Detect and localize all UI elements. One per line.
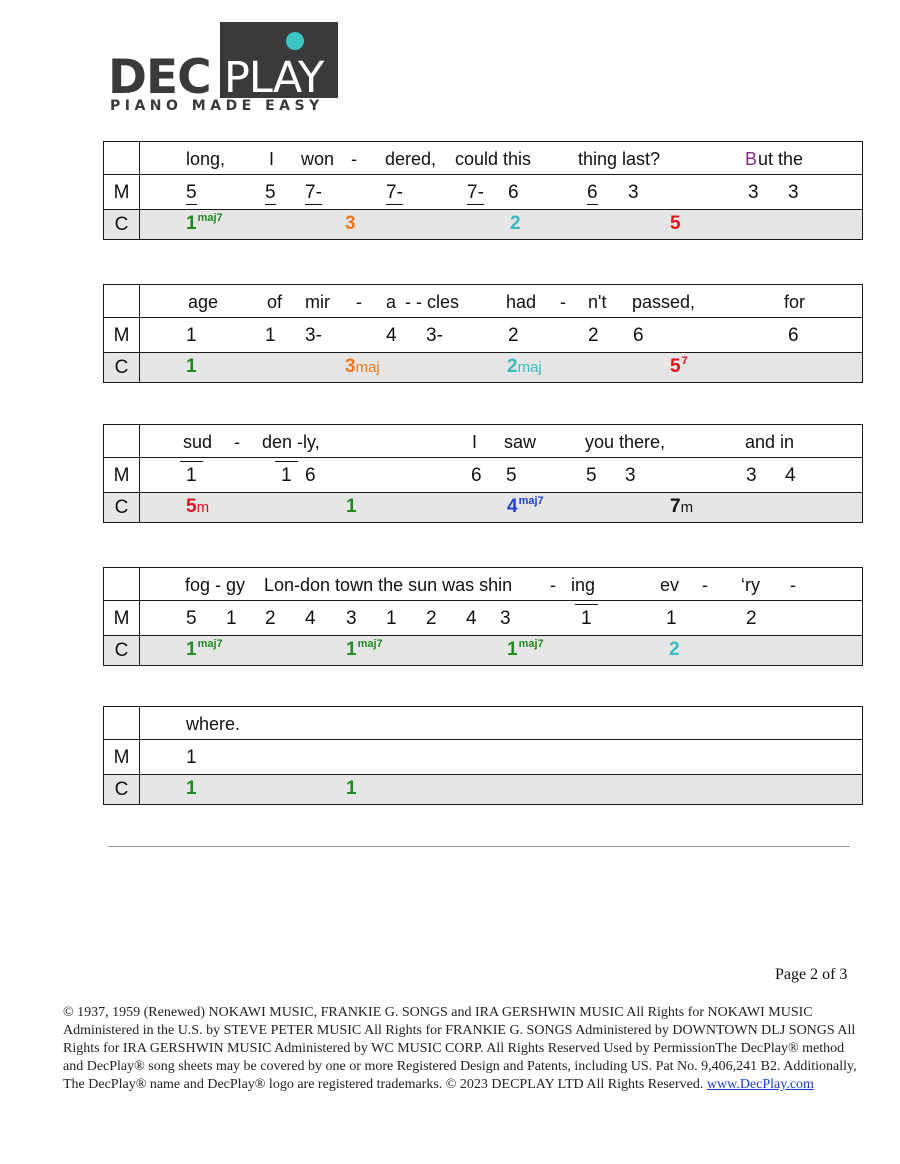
melody-note: 4	[305, 608, 316, 629]
chord: 3maj	[345, 356, 380, 377]
melody-note: 1	[666, 608, 677, 629]
melody-note: 3	[625, 465, 636, 486]
row-header-empty	[104, 568, 140, 600]
chord-row	[104, 210, 862, 239]
lyric: -	[560, 292, 566, 312]
lyric: ‘ry	[741, 575, 760, 595]
row-header-melody: M	[104, 740, 140, 774]
melody-note: 4	[466, 608, 477, 629]
lyric: thing last?	[578, 149, 661, 169]
melody-note: 5	[186, 182, 197, 203]
lyric: you there,	[585, 432, 666, 452]
lyric-accent: B	[745, 149, 758, 169]
score-block-2	[103, 284, 863, 383]
lyric: den -ly,	[262, 432, 320, 452]
lyric: fog - gy	[185, 575, 246, 595]
melody-note: 3	[746, 465, 757, 486]
chord: 1	[186, 356, 197, 377]
chord-row	[104, 493, 862, 522]
melody-row	[104, 740, 862, 775]
lyric: -	[234, 432, 240, 452]
score-block-4	[103, 567, 863, 666]
lyric: -	[702, 575, 708, 595]
lyric: n't	[588, 292, 607, 312]
row-header-chords: C	[104, 636, 140, 665]
logo-tagline: PIANO MADE EASY	[110, 98, 324, 114]
lyric: a	[386, 292, 397, 312]
row-header-empty	[104, 285, 140, 317]
chord: 1	[346, 778, 357, 799]
row-header-empty	[104, 425, 140, 457]
decplay-logo	[108, 22, 340, 114]
melody-note: 3	[628, 182, 639, 203]
chord-row	[104, 775, 862, 804]
melody-note: 1	[186, 747, 197, 768]
melody-note-high: 1	[281, 465, 292, 486]
chord-row	[104, 353, 862, 382]
website-link[interactable]: www.DecPlay.com	[706, 1077, 814, 1092]
lyric: for	[784, 292, 806, 312]
lyric: -	[351, 149, 357, 169]
row-header-melody: M	[104, 601, 140, 635]
row-header-melody: M	[104, 318, 140, 352]
row-header-melody: M	[104, 458, 140, 492]
melody-note: 6	[788, 325, 799, 346]
melody-note-high: 1	[186, 465, 197, 486]
logo-dec-text: DEC	[108, 50, 211, 105]
chord: $1^{maj7}$	[186, 212, 223, 234]
lyric: -	[550, 575, 556, 595]
chord: 5	[670, 213, 681, 234]
melody-note: 2	[426, 608, 437, 629]
lyric: long,	[186, 149, 226, 169]
melody-row	[104, 458, 862, 493]
lyric: had	[506, 292, 537, 312]
melody-note: 3-	[305, 325, 322, 346]
chord: 1	[186, 778, 197, 799]
melody-note: 3	[500, 608, 511, 629]
melody-note: 3	[346, 608, 357, 629]
lyric: - - cles	[405, 292, 459, 312]
melody-note: 1	[265, 325, 276, 346]
melody-row	[104, 601, 862, 636]
lyric: -	[790, 575, 796, 595]
lyric: I	[269, 149, 275, 169]
lyric: sud	[183, 432, 213, 452]
row-header-chords: C	[104, 210, 140, 239]
row-header-melody: M	[104, 175, 140, 209]
chord: 5m	[186, 496, 210, 517]
melody-note: 1	[386, 608, 397, 629]
melody-note: 7-	[467, 182, 484, 203]
lyric: and in	[745, 432, 795, 452]
melody-note: 4	[386, 325, 397, 346]
lyrics-row	[104, 568, 862, 601]
melody-note: 6	[633, 325, 644, 346]
melody-row	[104, 175, 862, 210]
melody-note: 3-	[426, 325, 443, 346]
lyrics-row	[104, 285, 862, 318]
chord: $1^{maj7}$	[346, 638, 383, 660]
page-number: Page 2 of 3	[775, 966, 848, 983]
lyric: -	[356, 292, 362, 312]
chord: 7m	[670, 496, 694, 517]
melody-note: 7-	[386, 182, 403, 203]
lyrics-row	[104, 142, 862, 175]
melody-row	[104, 318, 862, 353]
lyric: dered,	[385, 149, 437, 169]
lyric: ev	[660, 575, 680, 595]
row-header-chords: C	[104, 353, 140, 382]
melody-note: 6	[508, 182, 519, 203]
lyrics-row	[104, 707, 862, 740]
melody-note: 4	[785, 465, 796, 486]
chord: 1	[346, 496, 357, 517]
lyric: Lon-don town the sun was shin	[264, 575, 513, 595]
chord: 2	[510, 213, 521, 234]
chord-row	[104, 636, 862, 665]
lyric: could this	[455, 149, 532, 169]
melody-note: 3	[788, 182, 799, 203]
row-header-empty	[104, 142, 140, 174]
melody-note: 6	[587, 182, 598, 203]
melody-note: 3	[748, 182, 759, 203]
melody-note: 5	[186, 608, 197, 629]
melody-note: 2	[588, 325, 599, 346]
lyric: ing	[571, 575, 596, 595]
melody-note: 2	[265, 608, 276, 629]
lyric: won	[301, 149, 335, 169]
score-block-3	[103, 424, 863, 523]
melody-note: 1	[226, 608, 237, 629]
row-header-chords: C	[104, 493, 140, 522]
logo-dot-icon	[286, 32, 304, 50]
legal-text: © 1937, 1959 (Renewed) NOKAWI MUSIC, FRANKIE G. SONGS and IRA GERSHWIN MUSIC All Rights for NOKAWI MUSIC Administered in the U.S. by STEVE PETER MUSIC All Rights for FRANKIE G. SONGS Administered by DOWNTOWN DLJ SONGS All Rights for IRA GERSHWIN MUSIC Administered by WC MUSIC CORP. All Rights Reserved Used by PermissionThe DecPlay® method and DecPlay® song sheets may be covered by one or more Registered Design and Patents, including US. Pat No. 9,406,241 B2. Additionally, The DecPlay® name and DecPlay® logo are registered trademarks. © 2023 DECPLAY LTD All Rights Reserved.	[63, 1005, 857, 1092]
lyric: I	[472, 432, 478, 452]
lyric: saw	[504, 432, 537, 452]
score-block-5	[103, 706, 863, 805]
melody-note: 5	[586, 465, 597, 486]
lyric: of	[267, 292, 283, 312]
chord: 2	[669, 639, 680, 660]
lyric: age	[188, 292, 219, 312]
row-header-empty	[104, 707, 140, 739]
chord: $1^{maj7}$	[186, 638, 223, 660]
lyric: where.	[186, 714, 241, 734]
melody-note-high: 1	[581, 608, 592, 629]
melody-note: 6	[471, 465, 482, 486]
melody-note: 6	[305, 465, 316, 486]
chord: 2maj	[507, 356, 542, 377]
melody-note: 7-	[305, 182, 322, 203]
row-header-chords: C	[104, 775, 140, 804]
melody-note: 2	[746, 608, 757, 629]
score-block-1	[103, 141, 863, 240]
copyright-notice	[63, 1004, 863, 1094]
chord: 3	[345, 213, 356, 234]
chord: $5^7$	[670, 355, 688, 377]
melody-note: 2	[508, 325, 519, 346]
chord: $1^{maj7}$	[507, 638, 544, 660]
lyric: passed,	[632, 292, 696, 312]
melody-note: 5	[265, 182, 276, 203]
chord: $4^{maj7}$	[507, 495, 544, 517]
lyric: ut the	[758, 149, 804, 169]
lyrics-row	[104, 425, 862, 458]
logo-play-text: PLAY	[224, 53, 324, 103]
lyric: mir	[305, 292, 330, 312]
melody-note: 1	[186, 325, 197, 346]
melody-note: 5	[506, 465, 517, 486]
divider	[108, 846, 850, 847]
